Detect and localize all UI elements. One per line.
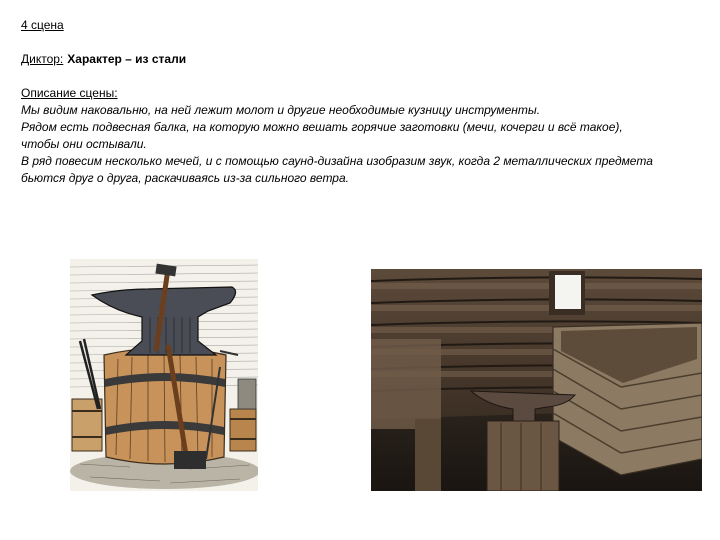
- slide-text: [21, 17, 711, 187]
- narrator-value: Характер – из стали: [67, 52, 187, 66]
- description-line: Рядом есть подвесная балка, на которую можно вешать горячие заготовки (мечи, кочерги и всё такое),: [21, 120, 623, 134]
- description-line: В ряд повесим несколько мечей, и с помощью саунд-дизайна изобразим звук, когда 2 металлических предмета: [21, 154, 653, 168]
- description-label: Описание сцены:: [21, 86, 118, 100]
- anvil-illustration: [70, 259, 258, 491]
- spacer: [21, 68, 711, 85]
- spacer: [21, 34, 711, 51]
- scene-title: 4 сцена: [21, 18, 64, 32]
- smithy-photo: [371, 269, 702, 491]
- narrator-label: Диктор:: [21, 52, 64, 66]
- description-line: чтобы они остывали.: [21, 137, 147, 151]
- description-line: Мы видим наковальню, на ней лежит молот и другие необходимые кузницу инструменты.: [21, 103, 541, 117]
- narrator-line: [21, 51, 711, 68]
- description-line: бьются друг о друга, раскачиваясь из-за сильного ветра.: [21, 171, 349, 185]
